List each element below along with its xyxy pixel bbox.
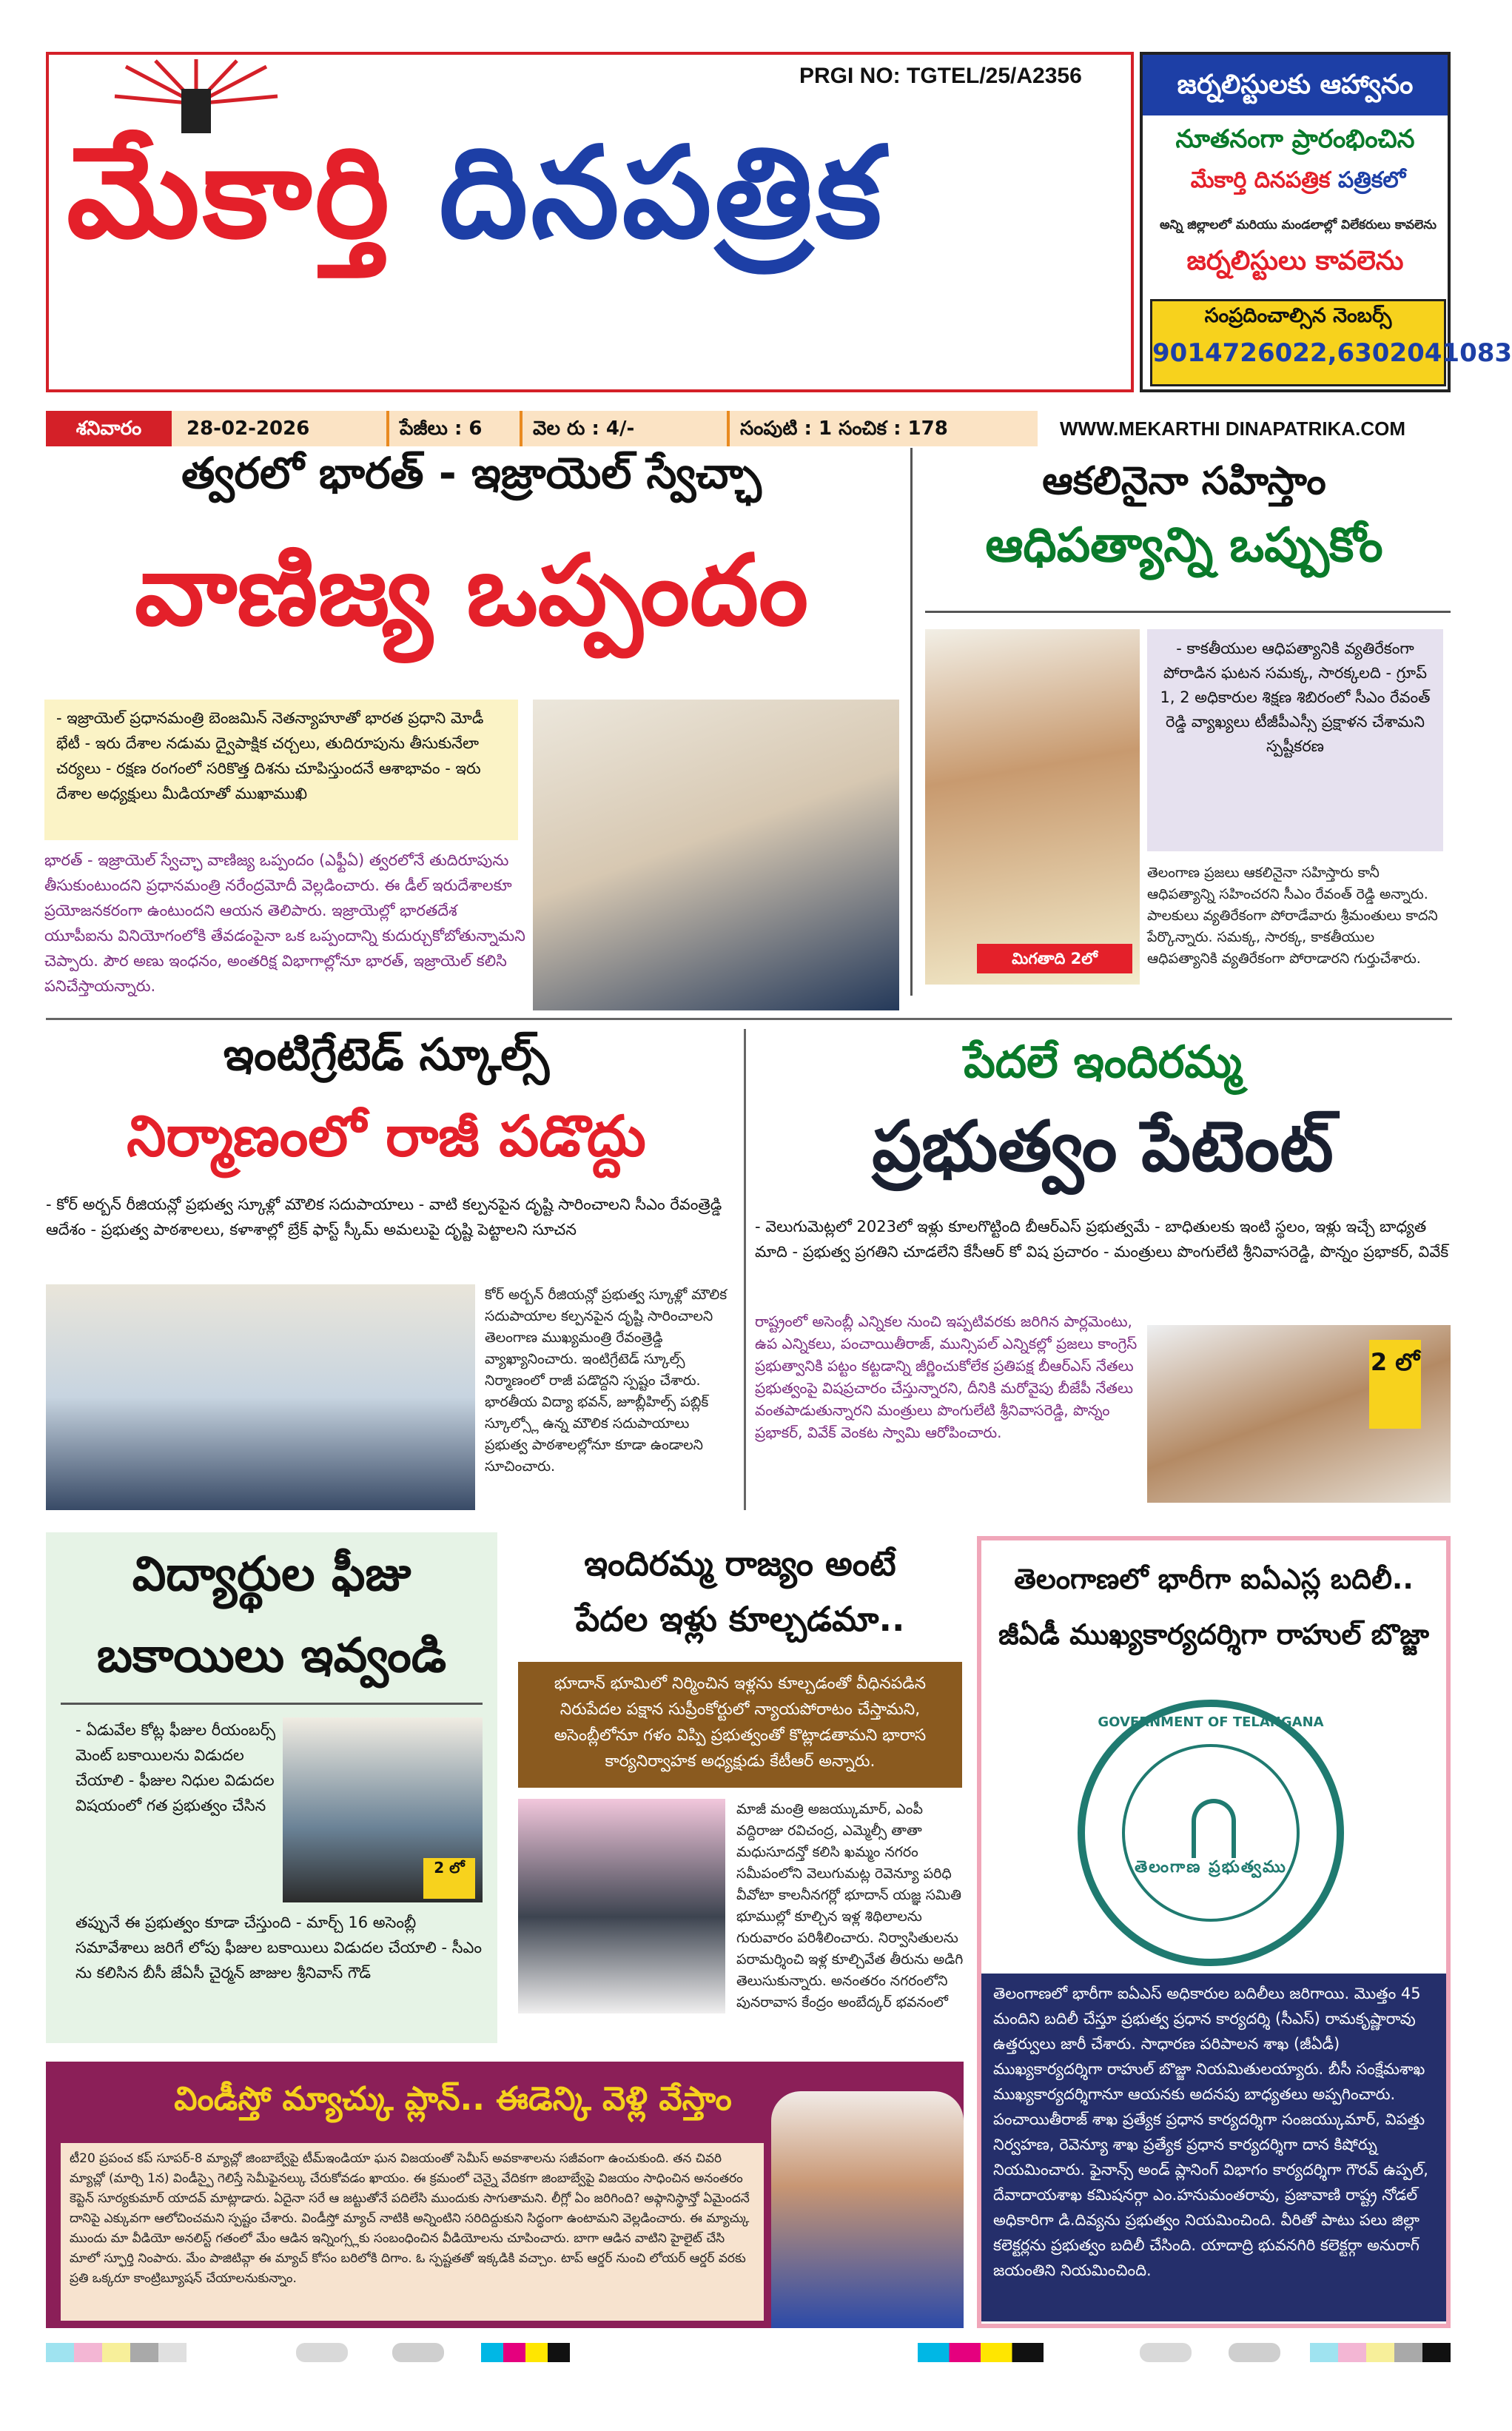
color-bar — [46, 2343, 187, 2362]
story1-summary: - ఇజ్రాయెల్ ప్రధానమంత్రి బెంజమిన్ నెతన్యాహూతో భారత ప్రధాని మోడీ భేటీ - ఇరు దేశాల నడుమ ద్వైపాక్షిక చర్చలు, తుదిరూపును తీసుకునేలా చర్యలు - రక్షణ రంగంలో సరికొత్త దిశను చూపిస్తుందనే ఆశాభావం - ఇరు దేశాల అధ్యక్షులు మీడియాతో ముఖాముఖి — [44, 700, 518, 840]
school-meeting-photo — [46, 1284, 475, 1510]
story8-body: టీ20 ప్రపంచ కప్ సూపర్-8 మ్యాచ్లో జింబాబ్వేపై టీమ్ఇండియా ఘన విజయంతో సెమీస్ అవకాశాలను సజీవంగా ఉంచుకుంది. తన చివరి మ్యాచ్లో (మార్చి 1న) విండీస్పై గెలిస్తే సెమీఫైనల్కు చేరుకోవడం ఖాయం. ఈ క్రమంలో చెన్నై వేదికగా జింబాబ్వేపై విజయం సాధించిన అనంతరం కెప్టెన్ సూర్యకుమార్ యాదవ్ మాట్లాడారు. ఏదైనా సరే ఆ జట్టుతోనే పదిలేసి ముందుకు సాగుతామని. లీగ్లో ఏం జరిగింది? అఫ్గానిస్థాన్తో ఏమైందనే దానిపై ఎక్కువగా ఆలోచించమని స్పష్టం చేశారు. విండీస్తో మ్యాచ్ నాటికి అన్నింటిని సరిదిద్దుకుని సిద్ధంగా ఉంటామని వెల్లడించారు. ఈ మ్యాచ్కు ముందు మా వీడియో అనలిస్ట్ గతంలో మేం ఆడిన ఇన్నింగ్స్లకు సంబంధించిన వీడియోలను చూపించారు. బాగా ఆడిన వాటిని హైలైట్ చేసి మాలో స్ఫూర్తి నింపారు. మేం పాజిటివ్గా ఈ మ్యాచ్ కోసం బరిలోకి దిగాం. ఓ స్పష్టతతో ఇక్కడికి వచ్చాం. టాప్ ఆర్డర్ నుంచి లోయర్ ఆర్డర్ వరకు ప్రతి ఒక్కరూ కాంట్రిబ్యూషన్ చేయాలనుకున్నాం. — [61, 2143, 764, 2321]
strip-day: శనివారం — [46, 411, 172, 446]
ktr-photo — [518, 1799, 725, 2013]
story4-body: రాష్ట్రంలో అసెంబ్లీ ఎన్నికల నుంచి ఇప్పటివరకు జరిగిన పార్లమెంటు, ఉప ఎన్నికలు, పంచాయితీరాజ్, మున్సిపల్ ఎన్నికల్లో ప్రజలు కాంగ్రెస్ ప్రభుత్వానికి పట్టం కట్టడాన్ని జీర్ణించుకోలేక ప్రతిపక్ష బీఆర్ఎస్ నేతలు ప్రభుత్వంపై విషప్రచారం చేస్తున్నారని, దీనికి మరోవైపు బీజేపీ నేతలు వంతపాడుతున్నారని మంత్రులు పొంగులేటి శ్రీనివాసరెడ్డి, పొన్నం ప్రభాకర్, వివేక్ వెంకట స్వామి ఆరోపించారు. — [755, 1312, 1138, 1441]
strip-pages: పేజీలు : 6 — [386, 411, 520, 446]
story4-kicker: పేదలే ఇందిరమ్మ — [964, 1036, 1242, 1088]
story8-headline: విండీస్తో మ్యాచ్కు ప్లాన్.. ఈడెన్కి వెళ్లి వేస్తాం — [174, 2080, 732, 2118]
story4-summary: - వెలుగుమెట్లలో 2023లో ఇళ్లు కూలగొట్టింది బీఆర్ఎస్ ప్రభుత్వమే - బాధితులకు ఇంటి స్థలం, ఇళ్లు ఇచ్చే బాధ్యత మాది - ప్రభుత్వ ప్రగతిని చూడలేని కేసీఆర్ కో విష ప్రచారం - మంత్రులు పొంగులేటి శ్రీనివాసరెడ్డి, పొన్నం ప్రభాకర్, వివేక్ — [755, 1218, 1449, 1261]
journalist-ad — [1140, 52, 1512, 392]
cricket-story-box — [46, 2062, 964, 2328]
bc-jac-meeting-photo — [283, 1717, 483, 1902]
strip-date: 28-02-2026 — [172, 411, 386, 446]
strip-volume: సంపుటి : 1 సంచిక : 178 — [727, 411, 1038, 446]
emblem-arch — [1192, 1799, 1236, 1858]
strip-price: వెల రు : 4/- — [520, 411, 727, 446]
newspaper-name-part1: మేకార్తి — [67, 118, 393, 266]
ad-note: అన్ని జిల్లాలలో మరియు మండలాల్లో విలేకరులు కావలెను — [1159, 218, 1437, 232]
story2-rule — [925, 611, 1451, 613]
newspaper-name — [67, 118, 884, 298]
story5-body-a: - ఏడువేల కోట్ల ఫీజుల రీయంబర్స్ మెంట్ బకాయిలను విడుదల చేయాలి - ఫీజుల నిధుల విడుదల విషయంలో గత ప్రభుత్వం చేసిన — [75, 1721, 276, 1814]
color-bar — [392, 2343, 444, 2362]
color-bar — [1140, 2343, 1192, 2362]
section-divider — [46, 1018, 1452, 1020]
telangana-emblem-icon — [1078, 1700, 1344, 1966]
story5-rule — [61, 1703, 483, 1705]
story3-kicker: ఇంటిగ్రేటెడ్ స్కూల్స్ — [223, 1029, 550, 1081]
suryakumar-photo — [771, 2091, 964, 2328]
story4-continued-tag: 2 లో — [1369, 1340, 1421, 1429]
story2-continued-tag: మిగతాది 2లో — [977, 944, 1132, 973]
emblem-title: GOVERNMENT OF TELANGANA — [1098, 1714, 1324, 1730]
ias-transfers-box — [977, 1536, 1451, 2328]
story6-summary: భూదాన్ భూమిలో నిర్మించిన ఇళ్లను కూల్చడంతో వీధినపడిన నిరుపేదల పక్షాన సుప్రీంకోర్టులో న్యాయపోరాటం చేస్తామని, అసెంబ్లీలోనూ గళం విప్పి ప్రభుత్వంతో కొట్లాడతామని భారాస కార్యనిర్వాహక అధ్యక్షుడు కేటీఆర్ అన్నారు. — [518, 1662, 962, 1788]
revanth-reddy-photo — [925, 629, 1140, 985]
color-bar — [481, 2343, 570, 2362]
modi-netanyahu-photo — [533, 700, 899, 1010]
ad-contact-label: సంప్రదించాల్సిన నెంబర్స్ — [1204, 304, 1392, 327]
story2-kicker: ఆకలినైనా సహిస్తాం — [1042, 459, 1326, 503]
color-bar — [1310, 2343, 1451, 2362]
prgi-number: PRGI NO: TGTEL/25/A2356 — [799, 64, 1082, 88]
ad-phone-numbers: 9014726022,6302041083 — [1152, 338, 1512, 368]
minister-photo — [1147, 1325, 1451, 1503]
story2-summary: - కాకతీయుల ఆధిపత్యానికి వ్యతిరేకంగా పోరాడిన ఘటన సమక్క, సారక్కలది - గ్రూప్ 1, 2 అధికారుల శిక్షణ శిబిరంలో సీఎం రేవంత్ రెడ్డి వ్యాఖ్యలు టీజీపీఎస్సీ ప్రక్షాళన చేశామని స్పష్టీకరణ — [1147, 629, 1443, 851]
column-divider — [910, 448, 913, 996]
color-bar — [296, 2343, 348, 2362]
ad-wanted: జర్నలిస్టులు కావలెను — [1186, 246, 1404, 276]
fees-story-box — [46, 1532, 497, 2043]
story1-headline: వాణిజ్య ఒప్పందం — [134, 533, 809, 648]
column-divider — [744, 1029, 746, 1510]
story7-headline-line2: జీఏడీ ముఖ్యకార్యదర్శిగా రాహుల్ బొజ్జా — [998, 1618, 1430, 1651]
ad-brand: మేకార్తి దినపత్రిక — [1190, 167, 1331, 193]
ad-contact-box — [1150, 299, 1512, 386]
story3-body: కోర్ అర్బన్ రీజియన్లో ప్రభుత్వ స్కూళ్లో మౌలిక సదుపాయాల కల్పనపైన దృష్టి సారించాలని తెలంగాణ ముఖ్యమంత్రి రేవంత్రెడ్డి వ్యాఖ్యానించారు. ఇంటిగ్రేటెడ్ స్కూల్స్ నిర్మాణంలో రాజీ పడొద్దని స్పష్టం చేశారు. భారతీయ విద్యా భవన్, జూబ్లీహిల్స్ పబ్లిక్ స్కూల్స్లో ఉన్న మౌలిక సదుపాయాలు ప్రభుత్వ పాఠశాలల్లోనూ కూడా ఉండాలని సూచించారు. — [485, 1287, 728, 1475]
story6-headline-line1: ఇందిరమ్మ రాజ్యం అంటే — [584, 1543, 896, 1583]
story4-headline: ప్రభుత్వం పేటెంట్ — [872, 1107, 1334, 1187]
story1-body: భారత్ - ఇజ్రాయెల్ స్వేచ్ఛా వాణిజ్య ఒప్పందం (ఎఫ్టీఏ) త్వరలోనే తుదిరూపును తీసుకుంటుందని ప్రధానమంత్రి నరేంద్రమోదీ వెల్లడించారు. ఈ డీల్ ఇరుదేశాలకూ ప్రయోజనకరంగా ఉంటుందని ఆయన తెలిపారు. ఇజ్రాయెల్లో భారతదేశ యూపీఐను వినియోగంలోకి తేవడంపైనా ఒక ఒప్పందాన్ని కుదుర్చుకోబోతున్నామని చెప్పారు. పౌర అణు ఇంధనం, అంతరిక్ష విభాగాల్లోనూ భారత్, ఇజ్రాయెల్ కలిసి పనిచేస్తాయన్నారు. — [44, 851, 525, 995]
story1-kicker: త్వరలో భారత్ - ఇజ్రాయెల్ స్వేచ్ఛా — [181, 448, 762, 498]
emblem-inner-ring — [1122, 1744, 1300, 1922]
story3-summary: - కోర్ అర్బన్ రీజియన్లో ప్రభుత్వ స్కూళ్లో మౌలిక సదుపాయాలు - వాటి కల్పనపైన దృష్టి సారించాలని సీఎం రేవంత్రెడ్డి ఆదేశం - ప్రభుత్వ పాఠశాలలు, కళాశాల్లో బ్రేక్ ఫాస్ట్ స్కీమ్ అమలుపై దృష్టి పెట్టాలని సూచన — [46, 1196, 722, 1238]
story2-headline: ఆధిపత్యాన్ని ఒప్పుకోం — [985, 518, 1383, 573]
story6-body: మాజీ మంత్రి అజయ్కుమార్, ఎంపీ వద్దిరాజు రవిచంద్ర, ఎమ్మెల్సీ తాతా మధుసూదన్తో కలిసి ఖమ్మం నగరం సమీపంలోని వెలుగుమట్ల రెవెన్యూ పరిధి వీవోటా కాలనీనగర్లో భూదాన్ యజ్ఞ సమితి భూముల్లో కూల్చిన ఇళ్ల శిథిలాలను గురువారం పరిశీలించారు. నిర్వాసితులను పరామర్శించి ఇళ్ల కూల్చివేత తీరును అడిగి తెలుసుకున్నారు. అనంతరం నగరంలోని పునరావాస కేంద్రం అంబేద్కర్ భవనంలో — [736, 1801, 964, 2011]
story5-headline-line2: బకాయిలు ఇవ్వండి — [96, 1629, 447, 1683]
story2-body: తెలంగాణ ప్రజలు ఆకలినైనా సహిస్తారు కానీ ఆధిపత్యాన్ని సహించరని సీఎం రేవంత్ రెడ్డి అన్నారు. పాలకులు వ్యతిరేకంగా పోరాడేవారు శ్రీమంతులు కాదని పేర్కొన్నారు. సమక్క, సారక్క, కాకతీయుల ఆధిపత్యానికి వ్యతిరేకంగా పోరాడారని గుర్తుచేశారు. — [1147, 865, 1438, 967]
color-bar — [1229, 2343, 1280, 2362]
story6-headline-line2: పేదల ఇళ్లు కూల్చడమా.. — [575, 1599, 905, 1639]
ad-subtitle: నూతనంగా ప్రారంభించిన — [1175, 124, 1415, 154]
story5-body-b: తప్పునే ఈ ప్రభుత్వం కూడా చేస్తుంది - మార్చ్ 16 అసెంబ్లీ సమావేశాలు జరిగే లోపు ఫీజుల బకాయిలు విడుదల చేయాలి - సీఎం ను కలిసిన బీసీ జేఏసీ చైర్మన్ జాజుల శ్రీనివాస్ గౌడ్ — [75, 1914, 483, 1982]
ad-brand-suffix: పత్రికలో — [1337, 167, 1406, 193]
story7-headline-line1: తెలంగాణలో భారీగా ఐఏఎస్ల బదిలీ.. — [1014, 1563, 1414, 1595]
emblem-motto: తెలంగాణ ప్రభుత్వము — [1135, 1858, 1287, 1877]
color-bar — [918, 2343, 1044, 2362]
ad-title: జర్నలిస్టులకు ఆహ్వానం — [1143, 55, 1448, 115]
story5-headline-line1: విద్యార్థుల ఫీజు — [132, 1547, 411, 1602]
strip-website[interactable]: WWW.MEKARTHI DINAPATRIKA.COM — [1038, 411, 1452, 446]
story3-headline: నిర్మాణంలో రాజీ పడొద్దు — [127, 1103, 646, 1169]
date-strip — [46, 411, 1452, 446]
story5-continued-tag: 2 లో — [423, 1858, 475, 1899]
newspaper-name-part2: దినపత్రిక — [439, 118, 885, 266]
story7-body: తెలంగాణలో భారీగా ఐఏఎస్ అధికారుల బదిలీలు జరిగాయి. మొత్తం 45 మందిని బదిలీ చేస్తూ ప్రభుత్వ ప్రధాన కార్యదర్శి (సీఎస్) రామకృష్ణారావు ఉత్తర్వులు జారీ చేశారు. సాధారణ పరిపాలన శాఖ (జీఏడీ) ముఖ్యకార్యదర్శిగా రాహుల్ బొజ్జా నియమితులయ్యారు. బీసీ సంక్షేమశాఖ ముఖ్యకార్యదర్శిగానూ ఆయనకు అదనపు బాధ్యతలు అప్పగించారు. పంచాయితీరాజ్ శాఖ ప్రత్యేక ప్రధాన కార్యదర్శిగా సంజయ్కుమార్, విపత్తు నిర్వహణ, రెవెన్యూ శాఖ ప్రత్యేక ప్రధాన కార్యదర్శిగా దాన కిషోర్ను నియమించారు. ఫైనాన్స్ అండ్ ప్లానింగ్ విభాగం కార్యదర్శిగా గౌరవ్ ఉప్పల్, దేవాదాయశాఖ కమిషనర్గా ఎం.హనుమంతరావు, ప్రజావాణి రాష్ట్ర నోడల్ అధికారిగా డి.దివ్యను ప్రభుత్వం నియమించింది. వీరితో పాటు పలు జిల్లా కలెక్టర్లను ప్రభుత్వం బదిలీ చేసింది. యాదాద్రి భువనగిరి కలెక్టర్గా అనురాగ్ జయంతిని నియమించింది. — [981, 1974, 1446, 2321]
ad-brand-line — [1157, 167, 1439, 198]
